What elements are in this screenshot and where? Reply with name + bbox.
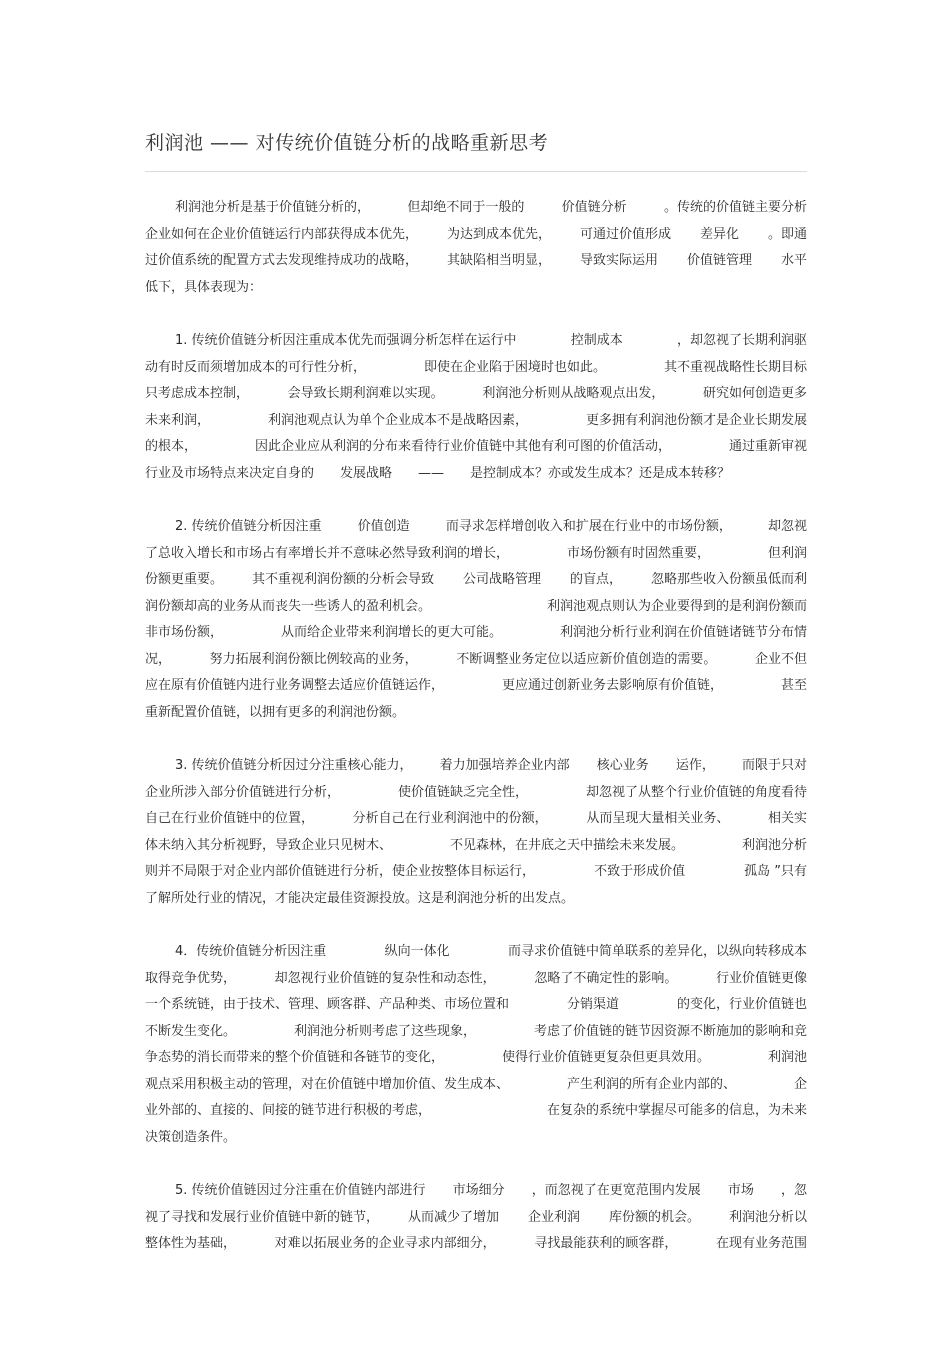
text-segment: 利润池分析是基于价值链分析的， — [175, 200, 371, 215]
text-segment: 研究如何创造更多 — [702, 386, 807, 401]
text-segment: 相关实 — [767, 811, 807, 826]
text-segment: 其缺陷相当明显， — [446, 253, 551, 268]
text-segment: 在复杂的系统中掌握尽可能多的信息，为未来 — [546, 1103, 807, 1118]
text-segment: 发展战略 — [340, 465, 393, 481]
text-segment: 寻找最能获利的顾客群， — [534, 1236, 678, 1251]
text-line — [145, 381, 807, 408]
text-segment: 控制成本 — [570, 333, 623, 348]
text-segment: 但利润 — [767, 545, 807, 561]
text-line — [145, 1178, 807, 1205]
text-line — [145, 275, 807, 302]
text-segment: 运作， — [675, 758, 715, 773]
text-segment: 考虑了价值链的链节因资源不断施加的影响和竞 — [533, 1023, 807, 1039]
text-segment: 其不重视利润份额的分析会导致 — [251, 572, 434, 587]
text-segment: 的变化，行业价值链也 — [676, 997, 807, 1012]
text-segment: 争态势的消长而带来的整个价值链和各链节的变化， — [145, 1050, 445, 1065]
text-line — [145, 541, 807, 568]
text-segment: 则并不局限于对企业内部价值链进行分析，使企业按整体目标运行， — [145, 864, 536, 879]
text-segment: 1. 传统价值链分析因注重成本优先而强调分析怎样在运行中 — [175, 333, 517, 348]
text-segment: 了总收入增长和市场占有率增长并不意味必然导致利润的增长， — [145, 545, 510, 561]
text-segment: 行业价值链更像 — [715, 970, 807, 986]
text-line — [145, 939, 807, 966]
text-segment: 应在原有价值链内进行业务调整去适应价值链运作， — [145, 678, 445, 693]
document-body — [145, 195, 807, 1285]
text-line — [145, 753, 807, 780]
text-segment: 取得竞争优势， — [145, 970, 237, 986]
text-segment: 水平 — [780, 253, 807, 268]
text-segment: 因此企业应从利润的分布来看待行业价值链中其他有利可图的价值活动， — [254, 439, 671, 454]
text-segment: 可通过价值形成 — [579, 226, 671, 242]
text-segment: 非市场份额， — [145, 625, 224, 640]
text-segment: 不断调整业务定位以适应新价值创造的需要。 — [456, 651, 717, 667]
text-segment: 不断发生变化。 — [145, 1023, 237, 1039]
text-segment: 库份额的机会。 — [608, 1209, 700, 1225]
text-segment: 从而减少了增加 — [407, 1209, 499, 1225]
text-segment: 体未纳入其分析视野，导致企业只见树木、 — [145, 837, 393, 853]
text-line — [145, 673, 807, 700]
text-segment: 却忽视 — [767, 519, 807, 534]
text-segment: 整体性为基础， — [145, 1236, 237, 1251]
text-segment: 利润池分析 — [741, 837, 807, 853]
text-segment: 利润池 — [767, 1050, 807, 1065]
text-segment: 从而给企业带来利润增长的更大可能。 — [280, 625, 502, 640]
text-segment: 而寻求价值链中简单联系的差异化，以纵向转移成本 — [507, 944, 807, 959]
text-segment: 忽略那些收入份额虽低而利 — [650, 572, 807, 587]
text-segment: 重新配置价值链，以拥有更多的利润池份额。 — [145, 704, 406, 720]
text-segment: 在现有业务范围 — [715, 1236, 807, 1251]
text-line — [145, 408, 807, 435]
text-segment: 使价值链缺乏完全性， — [397, 784, 528, 800]
text-line — [145, 647, 807, 674]
text-segment: 分销渠道 — [566, 997, 619, 1012]
text-segment: 4．传统价值链分析因注重 — [175, 944, 327, 959]
text-segment: 忽略了不确定性的影响。 — [534, 970, 678, 986]
text-segment: 观点采用积极主动的管理，对在价值链中增加价值、发生成本、 — [145, 1076, 510, 1092]
text-segment: 了解所处行业的情况，才能决定最佳资源投放。这是利润池分析的出发点。 — [145, 890, 575, 906]
text-segment: ，却忽视了长期利润驱 — [676, 333, 807, 348]
text-line — [145, 1098, 807, 1125]
text-segment: 孤岛 ”只有 — [744, 864, 807, 879]
text-segment: 为达到成本优先， — [446, 226, 551, 242]
text-segment: 使得行业价值链更复杂但更具效用。 — [501, 1050, 710, 1065]
text-segment: 的盲点， — [569, 572, 622, 587]
text-segment: 更应通过创新业务去影响原有价值链， — [501, 678, 723, 693]
paragraph — [145, 195, 807, 301]
text-segment: 产生利润的所有企业内部的、 — [566, 1076, 736, 1092]
text-segment: 份额更重要。 — [145, 572, 224, 587]
text-line — [145, 1072, 807, 1099]
text-segment: 分析自己在行业利润池中的份额， — [352, 811, 548, 826]
text-segment: 企业利润 — [527, 1209, 580, 1225]
text-line — [145, 434, 807, 461]
paragraph — [145, 1178, 807, 1258]
text-segment: 但却绝不同于一般的 — [407, 200, 525, 215]
text-segment: 通过重新审视 — [728, 439, 807, 454]
text-segment: 会导致长期利润难以实现。 — [287, 386, 444, 401]
text-line — [145, 780, 807, 807]
text-line — [145, 1045, 807, 1072]
text-line — [145, 195, 807, 222]
text-segment: 决策创造条件。 — [145, 1129, 237, 1145]
text-segment: 而限于只对 — [741, 758, 807, 773]
text-segment: 公司战略管理 — [462, 572, 541, 587]
text-segment: 的根本， — [145, 439, 198, 454]
text-line — [145, 806, 807, 833]
text-line — [145, 1205, 807, 1232]
title-divider — [145, 171, 807, 172]
text-segment: 是控制成本？亦或发生成本？还是成本转移？ — [470, 465, 731, 481]
text-segment: 过价值系统的配置方式去发现维持成功的战略， — [145, 253, 419, 268]
text-segment: 其不重视战略性长期目标 — [663, 359, 807, 375]
text-segment: 5. 传统价值链因过分注重在价值链内部进行 — [175, 1183, 426, 1198]
document-title: 利润池 —— 对传统价值链分析的战略重新思考 — [145, 132, 549, 154]
text-segment: 却忽视了从整个行业价值链的角度看待 — [585, 784, 807, 800]
text-segment: 行业及市场特点来决定自身的 — [145, 465, 315, 481]
text-segment: 对难以拓展业务的企业寻求内部细分， — [274, 1236, 496, 1251]
text-segment: 只考虑成本控制， — [145, 386, 250, 401]
text-line — [145, 833, 807, 860]
text-segment: 利润池观点则认为企业要得到的是利润份额而 — [546, 598, 807, 614]
text-segment: 况， — [145, 651, 172, 667]
text-segment: 润份额却高的业务从而丧失一些诱人的盈利机会。 — [145, 598, 432, 614]
text-segment: 不致于形成价值 — [594, 864, 686, 879]
text-line — [145, 700, 807, 727]
text-segment: ，而忽视了在更宽范围内发展 — [531, 1183, 701, 1198]
text-line — [145, 355, 807, 382]
text-line — [145, 594, 807, 621]
text-line — [145, 567, 807, 594]
text-line — [145, 859, 807, 886]
text-line — [145, 992, 807, 1019]
text-line — [145, 1125, 807, 1152]
text-segment: 而寻求怎样增创收入和扩展在行业中的市场份额， — [445, 519, 732, 534]
text-segment: 努力拓展利润份额比例较高的业务， — [209, 651, 418, 667]
text-segment: 。即通 — [767, 226, 807, 242]
text-segment: 利润池观点认为单个企业成本不是战略因素， — [267, 412, 528, 428]
text-segment: 市场细分 — [452, 1183, 505, 1198]
text-segment: 业外部的、直接的、间接的链节进行积极的考虑， — [145, 1103, 432, 1118]
text-segment: 不见森林，在井底之天中描绘未来发展。 — [449, 837, 684, 853]
text-segment: 视了寻找和发展行业价值链中新的链节， — [145, 1209, 380, 1225]
text-segment: 企 — [793, 1076, 807, 1092]
text-segment: 低下，具体表现为： — [145, 279, 263, 295]
text-segment: 未来利润， — [145, 412, 211, 428]
text-segment: 企业所涉入部分价值链进行分析， — [145, 784, 341, 800]
text-segment: 利润池分析以 — [728, 1209, 807, 1225]
text-segment: 利润池分析则从战略观点出发， — [482, 386, 665, 401]
text-segment: 更多拥有利润池份额才是企业长期发展 — [585, 412, 807, 428]
text-line — [145, 248, 807, 275]
text-segment: 2. 传统价值链分析因注重 — [175, 519, 322, 534]
text-segment: 3. 传统价值链分析因过分注重核心能力， — [175, 758, 413, 773]
text-line — [145, 328, 807, 355]
text-line — [145, 886, 807, 913]
text-segment: —— — [418, 465, 445, 481]
text-segment: 价值创造 — [357, 519, 410, 534]
text-line — [145, 222, 807, 249]
text-segment: 企业如何在企业价值链运行内部获得成本优先， — [145, 226, 419, 242]
paragraph — [145, 514, 807, 726]
text-segment: 市场 — [727, 1183, 754, 1198]
text-segment: 着力加强培养企业内部 — [439, 758, 570, 773]
paragraph — [145, 328, 807, 487]
text-line — [145, 514, 807, 541]
text-segment: 一个系统链，由于技术、管理、顾客群、产品种类、市场位置和 — [145, 997, 510, 1012]
text-segment: 自己在行业价值链中的位置， — [145, 811, 315, 826]
text-segment: ，忽 — [780, 1183, 807, 1198]
text-segment: 导致实际运用 — [579, 253, 658, 268]
paragraph — [145, 939, 807, 1151]
text-line — [145, 966, 807, 993]
text-segment: 价值链管理 — [686, 253, 752, 268]
text-segment: 却忽视行业价值链的复杂性和动态性， — [274, 970, 496, 986]
text-line — [145, 461, 807, 488]
text-segment: 市场份额有时固然重要， — [566, 545, 710, 561]
text-line — [145, 620, 807, 647]
text-segment: 企业不但 — [754, 651, 807, 667]
text-segment: 差异化 — [699, 226, 739, 242]
text-segment: 核心业务 — [596, 758, 649, 773]
text-line — [145, 1019, 807, 1046]
text-segment: 价值链分析 — [561, 200, 627, 215]
text-segment: 利润池分析则考虑了这些现象， — [293, 1023, 476, 1039]
text-segment: 即使在企业陷于困境时也如此。 — [423, 359, 606, 375]
text-line — [145, 1231, 807, 1258]
text-segment: 利润池分析行业利润在价值链诸链节分布情 — [559, 625, 807, 640]
text-segment: 从而呈现大量相关业务、 — [586, 811, 730, 826]
paragraph — [145, 753, 807, 912]
text-segment: 动有时反而须增加成本的可行性分析， — [145, 359, 367, 375]
text-segment: 。传统的价值链主要分析 — [663, 200, 807, 215]
text-segment: 甚至 — [780, 678, 807, 693]
text-segment: 纵向一体化 — [384, 944, 450, 959]
